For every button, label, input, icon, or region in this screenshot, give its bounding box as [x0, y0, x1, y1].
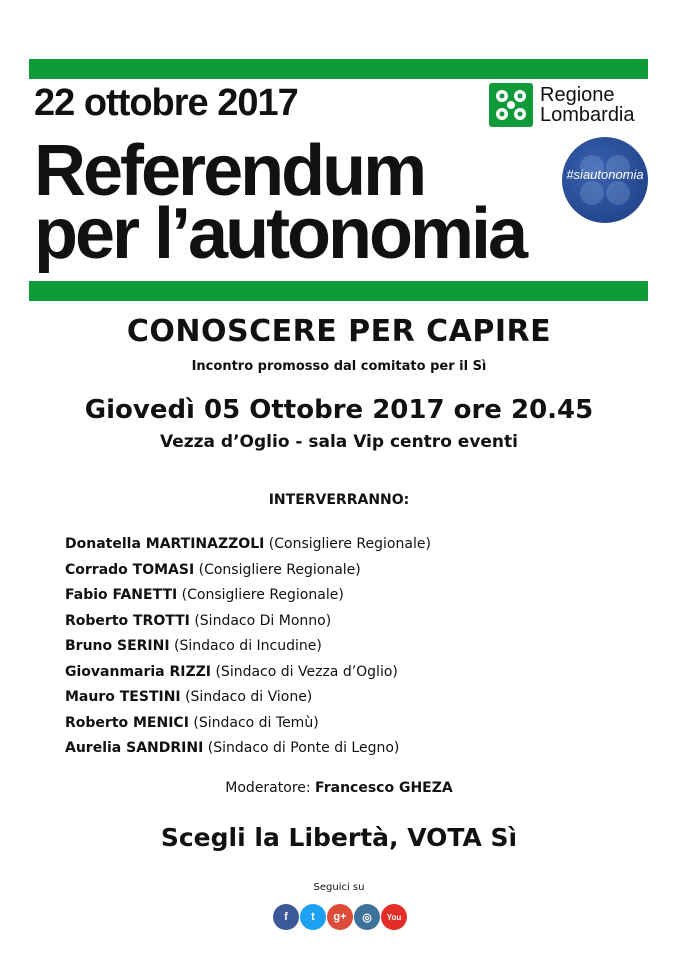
speaker-name: Donatella MARTINAZZOLI [65, 536, 265, 552]
speaker-role: (Consigliere Regionale) [198, 561, 361, 578]
speakers-list [65, 535, 431, 765]
promoter-line: Incontro promosso dal comitato per il Sì [191, 359, 487, 374]
regione-lombardia-logo-icon [489, 83, 533, 127]
speaker-role: (Consigliere Regionale) [268, 536, 431, 552]
speaker-name: Mauro TESTINI [65, 689, 181, 705]
logo-text [540, 85, 635, 125]
speakers-heading: INTERVERRANNO: [268, 492, 410, 508]
social-icons [273, 904, 407, 930]
speaker-item [65, 586, 431, 612]
follow-label: Seguici su [313, 882, 365, 893]
top-green-bar [29, 59, 648, 79]
speaker-role: (Sindaco di Incudine) [174, 638, 322, 654]
speaker-item [65, 739, 431, 765]
speaker-item [65, 535, 431, 561]
speaker-name: Giovanmaria RIZZI [65, 663, 212, 680]
speaker-role: (Sindaco di Temù) [193, 714, 319, 731]
event-date-time: Giovedì 05 Ottobre 2017 ore 20.45 [84, 395, 594, 425]
speaker-role: (Consigliere Regionale) [181, 587, 344, 603]
facebook-icon[interactable]: f [273, 904, 299, 930]
logo-line-2: Lombardia [540, 104, 635, 126]
hashtag-badge [562, 137, 648, 223]
hashtag-text: #siautonomia [566, 167, 644, 182]
title-line-1: Referendum [34, 131, 425, 211]
twitter-icon[interactable]: t [300, 904, 326, 930]
speaker-item [65, 561, 431, 587]
title-line-2: per l’autonomia [34, 194, 526, 274]
speaker-name: Corrado TOMASI [65, 561, 195, 578]
speaker-name: Bruno SERINI [65, 638, 170, 654]
speaker-role: (Sindaco di Ponte di Legno) [207, 740, 400, 756]
slogan: Scegli la Libertà, VOTA Sì [160, 823, 518, 852]
googleplus-icon[interactable]: g+ [327, 904, 353, 930]
speaker-name: Roberto MENICI [65, 714, 189, 731]
speaker-name: Aurelia SANDRINI [65, 740, 204, 756]
speaker-name: Roberto TROTTI [65, 612, 190, 629]
referendum-date: 22 ottobre 2017 [34, 82, 298, 124]
moderator-name: Francesco GHEZA [315, 780, 453, 796]
speaker-name: Fabio FANETTI [65, 587, 178, 603]
speaker-role: (Sindaco di Vione) [185, 689, 313, 705]
speaker-item [65, 637, 431, 663]
speaker-item [65, 714, 431, 740]
logo-line-1: Regione [540, 84, 615, 106]
event-subtitle: CONOSCERE PER CAPIRE [126, 314, 552, 349]
speaker-item [65, 663, 431, 689]
youtube-icon[interactable]: You [381, 904, 407, 930]
speaker-item [65, 612, 431, 638]
moderator-line [0, 780, 678, 796]
speaker-role: (Sindaco di Vezza d’Oglio) [215, 663, 398, 680]
moderator-label: Moderatore: [225, 780, 311, 796]
instagram-icon[interactable]: ◎ [354, 904, 380, 930]
speaker-role: (Sindaco Di Monno) [194, 612, 332, 629]
speaker-item [65, 688, 431, 714]
event-location: Vezza d’Oglio - sala Vip centro eventi [159, 432, 518, 452]
bottom-green-bar [29, 281, 648, 301]
